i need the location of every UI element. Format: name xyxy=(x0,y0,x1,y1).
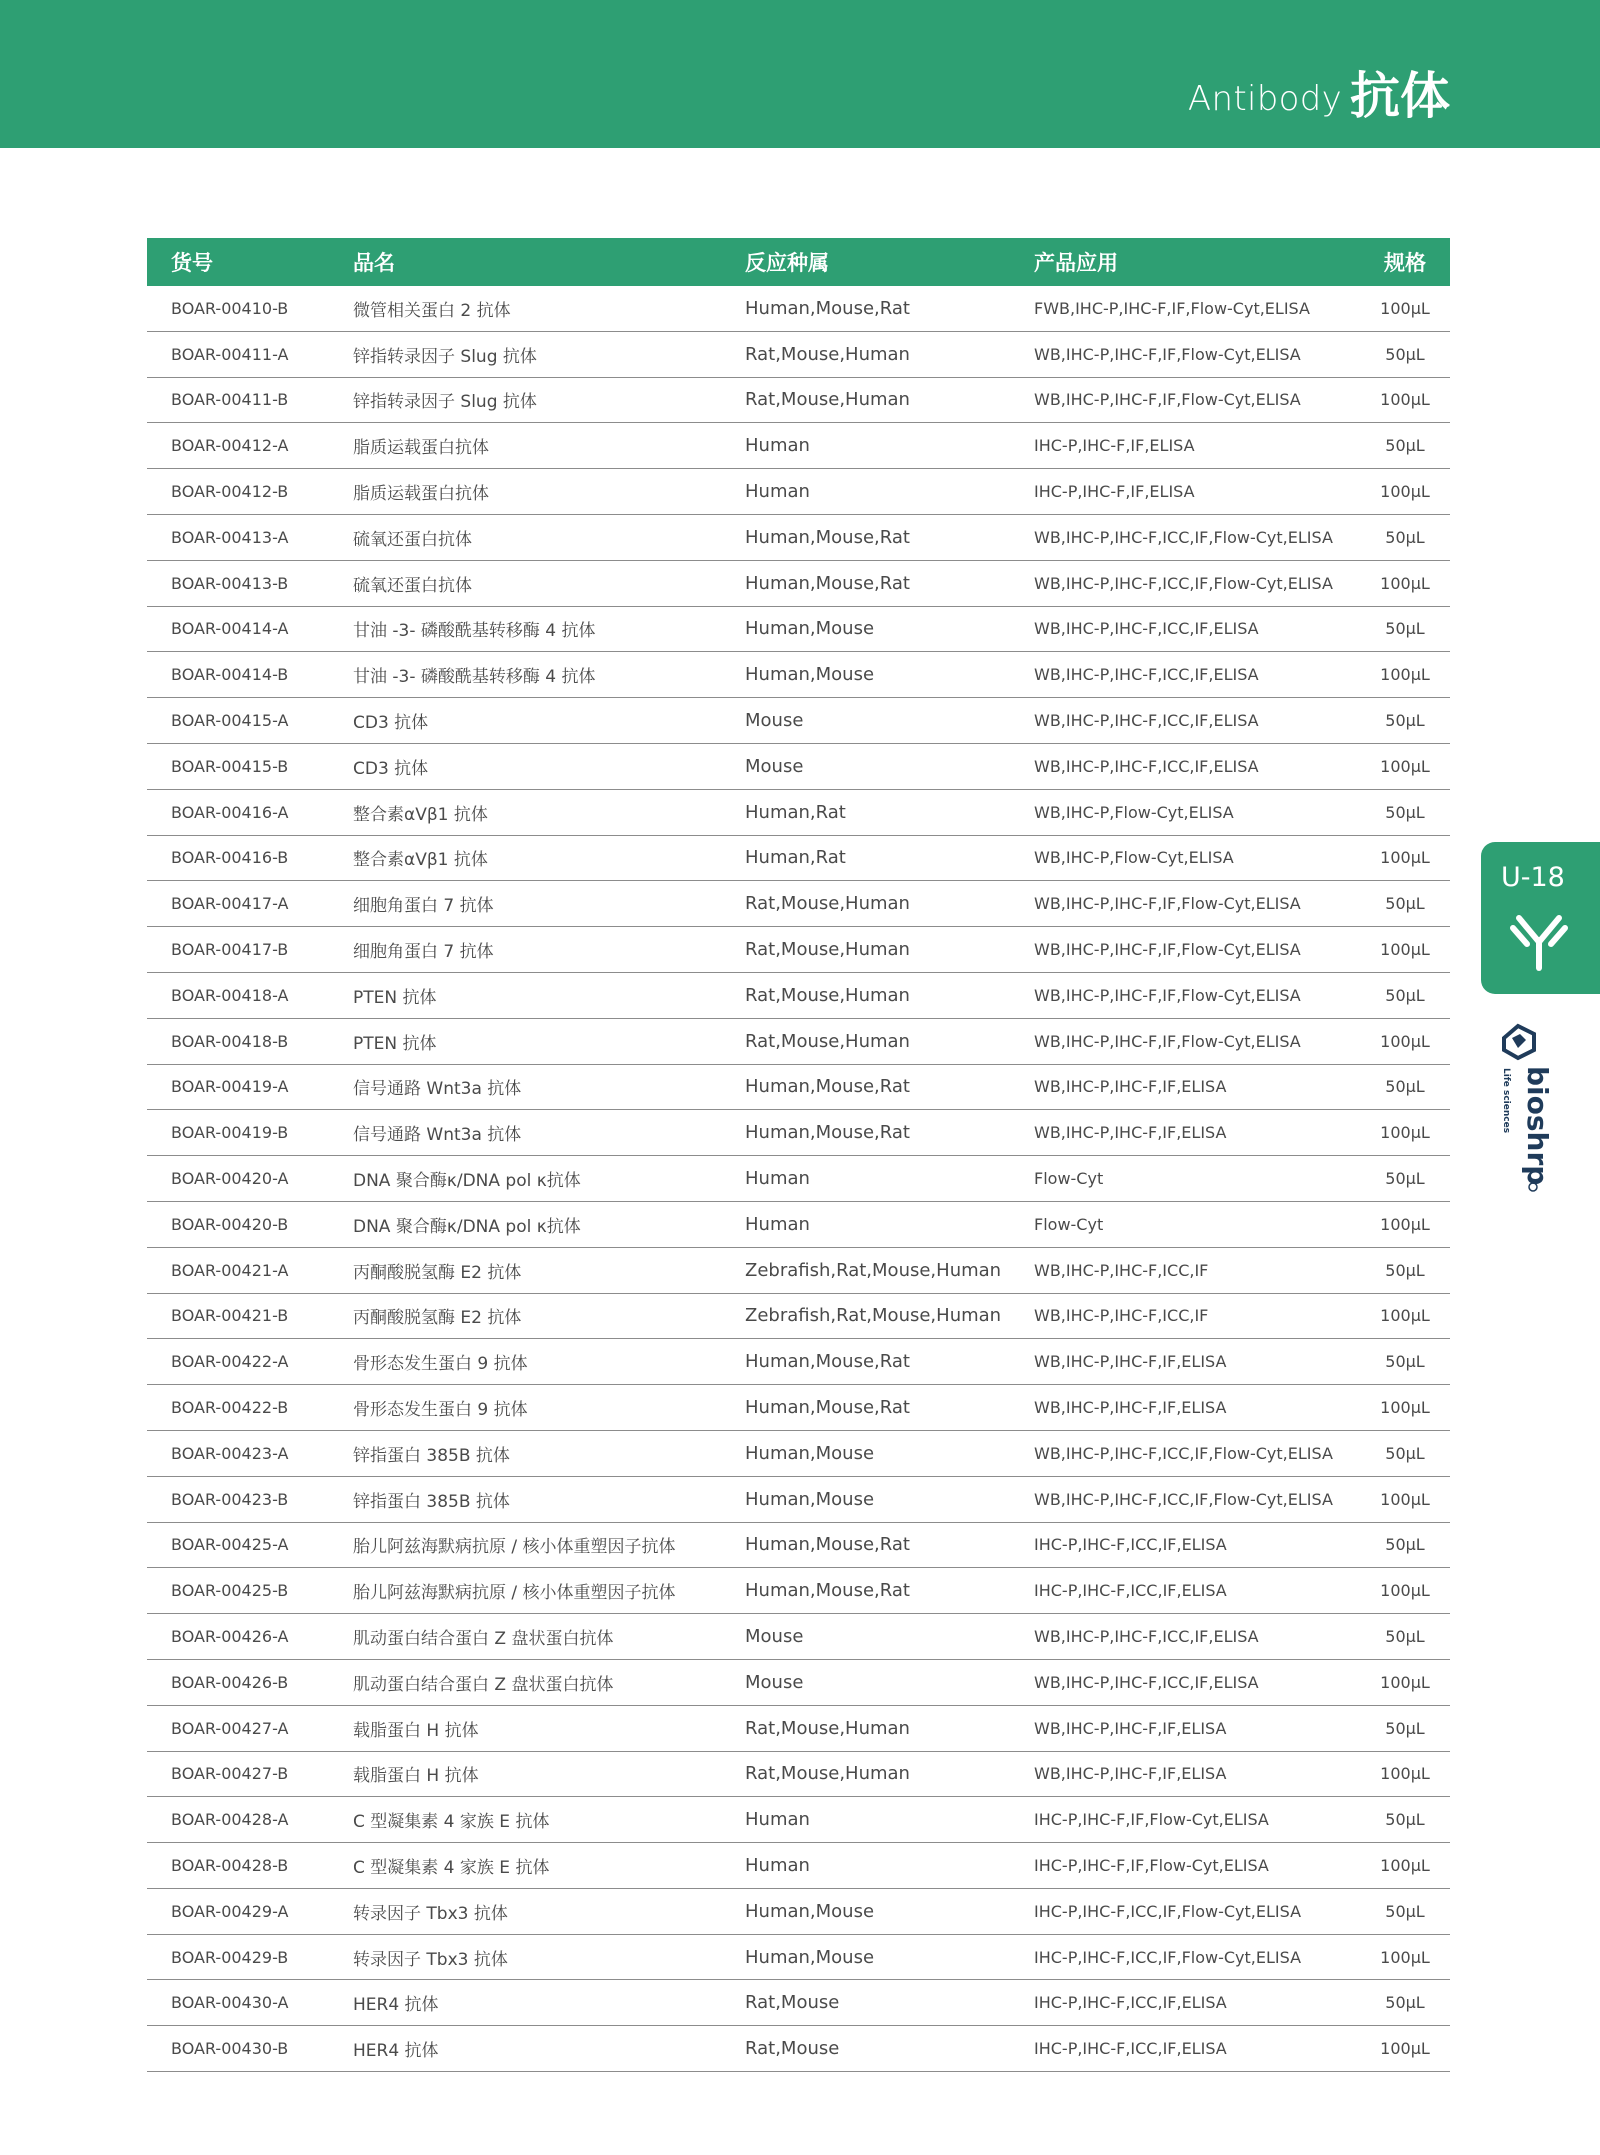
table-row xyxy=(147,2026,1450,2072)
cell-reactivity: Rat,Mouse,Human xyxy=(721,377,1017,423)
table-row xyxy=(147,560,1450,606)
table-row xyxy=(147,331,1450,377)
cell-reactivity: Human xyxy=(721,469,1017,515)
cell-reactivity: Zebrafish,Rat,Mouse,Human xyxy=(721,1293,1017,1339)
cell-reactivity: Mouse xyxy=(721,698,1017,744)
cell-product-name: 细胞角蛋白 7 抗体 xyxy=(329,927,721,973)
cell-spec: 50μL xyxy=(1360,331,1450,377)
cell-product-name: 细胞角蛋白 7 抗体 xyxy=(329,881,721,927)
cell-catalog-number: BOAR-00418-B xyxy=(147,1018,329,1064)
table-row xyxy=(147,1568,1450,1614)
cell-catalog-number: BOAR-00414-A xyxy=(147,606,329,652)
cell-application: IHC-P,IHC-F,ICC,IF,ELISA xyxy=(1017,2026,1360,2072)
table-row xyxy=(147,1705,1450,1751)
table-row xyxy=(147,514,1450,560)
cell-reactivity: Mouse xyxy=(721,1659,1017,1705)
cell-spec: 100μL xyxy=(1360,1751,1450,1797)
table-body xyxy=(147,286,1450,2072)
cell-application: IHC-P,IHC-F,ICC,IF,ELISA xyxy=(1017,1522,1360,1568)
cell-reactivity: Mouse xyxy=(721,743,1017,789)
header-application: 产品应用 xyxy=(1017,238,1360,286)
cell-catalog-number: BOAR-00429-A xyxy=(147,1888,329,1934)
cell-spec: 100μL xyxy=(1360,652,1450,698)
cell-spec: 50μL xyxy=(1360,1156,1450,1202)
cell-reactivity: Human,Rat xyxy=(721,835,1017,881)
table-row xyxy=(147,1476,1450,1522)
cell-spec: 100μL xyxy=(1360,1110,1450,1156)
cell-application: WB,IHC-P,IHC-F,IF,Flow-Cyt,ELISA xyxy=(1017,331,1360,377)
table-row xyxy=(147,1934,1450,1980)
product-table xyxy=(147,238,1450,2072)
cell-product-name: 脂质运载蛋白抗体 xyxy=(329,469,721,515)
cell-catalog-number: BOAR-00416-A xyxy=(147,789,329,835)
cell-application: WB,IHC-P,IHC-F,ICC,IF,Flow-Cyt,ELISA xyxy=(1017,560,1360,606)
cell-product-name: 甘油 -3- 磷酸酰基转移酶 4 抗体 xyxy=(329,606,721,652)
cell-spec: 50μL xyxy=(1360,698,1450,744)
cell-product-name: 锌指蛋白 385B 抗体 xyxy=(329,1476,721,1522)
cell-catalog-number: BOAR-00427-A xyxy=(147,1705,329,1751)
table-row xyxy=(147,1430,1450,1476)
table-row xyxy=(147,927,1450,973)
cell-catalog-number: BOAR-00413-A xyxy=(147,514,329,560)
cell-reactivity: Rat,Mouse,Human xyxy=(721,331,1017,377)
cell-catalog-number: BOAR-00428-A xyxy=(147,1797,329,1843)
cell-reactivity: Human,Mouse,Rat xyxy=(721,560,1017,606)
cell-product-name: 载脂蛋白 H 抗体 xyxy=(329,1751,721,1797)
cell-spec: 50μL xyxy=(1360,1522,1450,1568)
cell-spec: 100μL xyxy=(1360,2026,1450,2072)
cell-application: WB,IHC-P,IHC-F,IF,Flow-Cyt,ELISA xyxy=(1017,972,1360,1018)
cell-reactivity: Human,Mouse,Rat xyxy=(721,1568,1017,1614)
cell-catalog-number: BOAR-00421-A xyxy=(147,1247,329,1293)
cell-reactivity: Human,Mouse,Rat xyxy=(721,286,1017,331)
table-row xyxy=(147,1522,1450,1568)
cell-application: IHC-P,IHC-F,IF,Flow-Cyt,ELISA xyxy=(1017,1843,1360,1889)
cell-product-name: C 型凝集素 4 家族 E 抗体 xyxy=(329,1797,721,1843)
cell-application: WB,IHC-P,IHC-F,ICC,IF,ELISA xyxy=(1017,698,1360,744)
cell-product-name: DNA 聚合酶κ/DNA pol κ抗体 xyxy=(329,1156,721,1202)
table-row xyxy=(147,1751,1450,1797)
cell-spec: 50μL xyxy=(1360,423,1450,469)
cell-catalog-number: BOAR-00411-B xyxy=(147,377,329,423)
cell-reactivity: Human,Mouse xyxy=(721,1430,1017,1476)
cell-catalog-number: BOAR-00417-A xyxy=(147,881,329,927)
cell-spec: 50μL xyxy=(1360,1614,1450,1660)
header-catalog-number: 货号 xyxy=(147,238,329,286)
cell-catalog-number: BOAR-00430-B xyxy=(147,2026,329,2072)
cell-spec: 100μL xyxy=(1360,1934,1450,1980)
cell-spec: 50μL xyxy=(1360,1797,1450,1843)
table-row xyxy=(147,1659,1450,1705)
cell-reactivity: Human xyxy=(721,1156,1017,1202)
cell-product-name: 信号通路 Wnt3a 抗体 xyxy=(329,1064,721,1110)
cell-product-name: HER4 抗体 xyxy=(329,2026,721,2072)
cell-product-name: 微管相关蛋白 2 抗体 xyxy=(329,286,721,331)
cell-product-name: PTEN 抗体 xyxy=(329,972,721,1018)
cell-product-name: 胎儿阿兹海默病抗原 / 核小体重塑因子抗体 xyxy=(329,1522,721,1568)
cell-reactivity: Human,Mouse xyxy=(721,1476,1017,1522)
cell-reactivity: Human,Mouse,Rat xyxy=(721,514,1017,560)
cell-reactivity: Rat,Mouse,Human xyxy=(721,972,1017,1018)
table-row xyxy=(147,1064,1450,1110)
logo-tagline: Life sciences xyxy=(1501,1068,1511,1134)
cell-product-name: 骨形态发生蛋白 9 抗体 xyxy=(329,1385,721,1431)
cell-reactivity: Human xyxy=(721,1201,1017,1247)
cell-catalog-number: BOAR-00420-B xyxy=(147,1201,329,1247)
cell-product-name: 整合素αVβ1 抗体 xyxy=(329,835,721,881)
cell-reactivity: Human,Mouse,Rat xyxy=(721,1522,1017,1568)
cell-product-name: 丙酮酸脱氢酶 E2 抗体 xyxy=(329,1293,721,1339)
cell-catalog-number: BOAR-00420-A xyxy=(147,1156,329,1202)
cell-application: WB,IHC-P,IHC-F,IF,Flow-Cyt,ELISA xyxy=(1017,927,1360,973)
cell-catalog-number: BOAR-00412-A xyxy=(147,423,329,469)
cell-product-name: 转录因子 Tbx3 抗体 xyxy=(329,1934,721,1980)
cell-product-name: CD3 抗体 xyxy=(329,743,721,789)
cell-reactivity: Human,Mouse xyxy=(721,652,1017,698)
cell-application: WB,IHC-P,IHC-F,IF,ELISA xyxy=(1017,1385,1360,1431)
table-row xyxy=(147,789,1450,835)
cell-product-name: C 型凝集素 4 家族 E 抗体 xyxy=(329,1843,721,1889)
table-row xyxy=(147,1156,1450,1202)
table-row xyxy=(147,698,1450,744)
cell-catalog-number: BOAR-00419-A xyxy=(147,1064,329,1110)
cell-catalog-number: BOAR-00416-B xyxy=(147,835,329,881)
table-row xyxy=(147,1018,1450,1064)
cell-spec: 100μL xyxy=(1360,927,1450,973)
cell-reactivity: Rat,Mouse,Human xyxy=(721,1705,1017,1751)
cell-spec: 100μL xyxy=(1360,1293,1450,1339)
cell-application: WB,IHC-P,IHC-F,IF,ELISA xyxy=(1017,1339,1360,1385)
cell-reactivity: Human,Mouse,Rat xyxy=(721,1110,1017,1156)
cell-reactivity: Human xyxy=(721,1797,1017,1843)
cell-application: WB,IHC-P,IHC-F,IF,Flow-Cyt,ELISA xyxy=(1017,377,1360,423)
cell-spec: 100μL xyxy=(1360,1843,1450,1889)
cell-product-name: 甘油 -3- 磷酸酰基转移酶 4 抗体 xyxy=(329,652,721,698)
cell-product-name: 肌动蛋白结合蛋白 Z 盘状蛋白抗体 xyxy=(329,1659,721,1705)
cell-spec: 100μL xyxy=(1360,1659,1450,1705)
cell-application: WB,IHC-P,IHC-F,IF,ELISA xyxy=(1017,1705,1360,1751)
cell-catalog-number: BOAR-00422-A xyxy=(147,1339,329,1385)
cell-catalog-number: BOAR-00426-B xyxy=(147,1659,329,1705)
cell-application: IHC-P,IHC-F,ICC,IF,ELISA xyxy=(1017,1568,1360,1614)
cell-application: WB,IHC-P,IHC-F,IF,ELISA xyxy=(1017,1110,1360,1156)
cell-application: WB,IHC-P,IHC-F,ICC,IF,Flow-Cyt,ELISA xyxy=(1017,514,1360,560)
table-row xyxy=(147,286,1450,331)
antibody-y-icon xyxy=(1507,908,1571,972)
cell-spec: 50μL xyxy=(1360,789,1450,835)
cell-application: IHC-P,IHC-F,ICC,IF,Flow-Cyt,ELISA xyxy=(1017,1934,1360,1980)
cell-reactivity: Rat,Mouse,Human xyxy=(721,927,1017,973)
cell-catalog-number: BOAR-00421-B xyxy=(147,1293,329,1339)
cell-spec: 50μL xyxy=(1360,1339,1450,1385)
table-row xyxy=(147,1797,1450,1843)
cell-reactivity: Rat,Mouse,Human xyxy=(721,881,1017,927)
cell-product-name: 脂质运载蛋白抗体 xyxy=(329,423,721,469)
cell-reactivity: Rat,Mouse xyxy=(721,2026,1017,2072)
cell-spec: 100μL xyxy=(1360,1568,1450,1614)
cell-product-name: HER4 抗体 xyxy=(329,1980,721,2026)
cell-spec: 50μL xyxy=(1360,1705,1450,1751)
header-product-name: 品名 xyxy=(329,238,721,286)
brand-logo xyxy=(1500,1024,1554,1199)
cell-product-name: 整合素αVβ1 抗体 xyxy=(329,789,721,835)
table-row xyxy=(147,377,1450,423)
cell-reactivity: Rat,Mouse,Human xyxy=(721,1751,1017,1797)
cell-spec: 50μL xyxy=(1360,1888,1450,1934)
cell-reactivity: Human,Rat xyxy=(721,789,1017,835)
cell-catalog-number: BOAR-00423-A xyxy=(147,1430,329,1476)
table-row xyxy=(147,1110,1450,1156)
cell-spec: 50μL xyxy=(1360,514,1450,560)
logo-mark-icon xyxy=(1504,1026,1534,1058)
cell-product-name: 骨形态发生蛋白 9 抗体 xyxy=(329,1339,721,1385)
page-title-en: Antibody xyxy=(1187,79,1342,119)
cell-product-name: PTEN 抗体 xyxy=(329,1018,721,1064)
cell-reactivity: Human,Mouse,Rat xyxy=(721,1339,1017,1385)
cell-application: WB,IHC-P,IHC-F,ICC,IF,ELISA xyxy=(1017,606,1360,652)
cell-catalog-number: BOAR-00422-B xyxy=(147,1385,329,1431)
cell-catalog-number: BOAR-00430-A xyxy=(147,1980,329,2026)
cell-application: FWB,IHC-P,IHC-F,IF,Flow-Cyt,ELISA xyxy=(1017,286,1360,331)
cell-application: WB,IHC-P,Flow-Cyt,ELISA xyxy=(1017,789,1360,835)
cell-application: IHC-P,IHC-F,IF,Flow-Cyt,ELISA xyxy=(1017,1797,1360,1843)
cell-spec: 50μL xyxy=(1360,1980,1450,2026)
cell-application: WB,IHC-P,IHC-F,ICC,IF xyxy=(1017,1247,1360,1293)
cell-reactivity: Human,Mouse xyxy=(721,1888,1017,1934)
cell-catalog-number: BOAR-00417-B xyxy=(147,927,329,973)
cell-application: WB,IHC-P,IHC-F,ICC,IF,ELISA xyxy=(1017,1659,1360,1705)
cell-product-name: 硫氧还蛋白抗体 xyxy=(329,514,721,560)
table-row xyxy=(147,1247,1450,1293)
cell-catalog-number: BOAR-00419-B xyxy=(147,1110,329,1156)
cell-catalog-number: BOAR-00429-B xyxy=(147,1934,329,1980)
cell-spec: 100μL xyxy=(1360,743,1450,789)
cell-application: WB,IHC-P,IHC-F,ICC,IF xyxy=(1017,1293,1360,1339)
cell-spec: 100μL xyxy=(1360,835,1450,881)
cell-application: IHC-P,IHC-F,IF,ELISA xyxy=(1017,469,1360,515)
cell-product-name: 锌指转录因子 Slug 抗体 xyxy=(329,377,721,423)
cell-application: IHC-P,IHC-F,ICC,IF,Flow-Cyt,ELISA xyxy=(1017,1888,1360,1934)
table-header-row xyxy=(147,238,1450,286)
cell-spec: 50μL xyxy=(1360,972,1450,1018)
cell-catalog-number: BOAR-00425-A xyxy=(147,1522,329,1568)
cell-reactivity: Rat,Mouse,Human xyxy=(721,1018,1017,1064)
table-row xyxy=(147,881,1450,927)
cell-reactivity: Rat,Mouse xyxy=(721,1980,1017,2026)
cell-reactivity: Human,Mouse xyxy=(721,1934,1017,1980)
cell-catalog-number: BOAR-00425-B xyxy=(147,1568,329,1614)
cell-catalog-number: BOAR-00411-A xyxy=(147,331,329,377)
cell-spec: 100μL xyxy=(1360,469,1450,515)
cell-reactivity: Human,Mouse xyxy=(721,606,1017,652)
cell-catalog-number: BOAR-00418-A xyxy=(147,972,329,1018)
table-row xyxy=(147,1293,1450,1339)
cell-product-name: 信号通路 Wnt3a 抗体 xyxy=(329,1110,721,1156)
cell-catalog-number: BOAR-00410-B xyxy=(147,286,329,331)
cell-product-name: 转录因子 Tbx3 抗体 xyxy=(329,1888,721,1934)
cell-application: WB,IHC-P,IHC-F,IF,ELISA xyxy=(1017,1751,1360,1797)
cell-application: WB,IHC-P,IHC-F,IF,ELISA xyxy=(1017,1064,1360,1110)
cell-product-name: 肌动蛋白结合蛋白 Z 盘状蛋白抗体 xyxy=(329,1614,721,1660)
cell-product-name: 胎儿阿兹海默病抗原 / 核小体重塑因子抗体 xyxy=(329,1568,721,1614)
table-row xyxy=(147,1614,1450,1660)
cell-catalog-number: BOAR-00413-B xyxy=(147,560,329,606)
table-row xyxy=(147,423,1450,469)
cell-catalog-number: BOAR-00412-B xyxy=(147,469,329,515)
cell-spec: 50μL xyxy=(1360,1430,1450,1476)
cell-product-name: CD3 抗体 xyxy=(329,698,721,744)
cell-spec: 50μL xyxy=(1360,1064,1450,1110)
cell-reactivity: Mouse xyxy=(721,1614,1017,1660)
page-title-cn: 抗体 xyxy=(1350,67,1450,125)
cell-application: IHC-P,IHC-F,IF,ELISA xyxy=(1017,423,1360,469)
cell-reactivity: Human,Mouse,Rat xyxy=(721,1385,1017,1431)
cell-product-name: 载脂蛋白 H 抗体 xyxy=(329,1705,721,1751)
table-row xyxy=(147,835,1450,881)
table-row xyxy=(147,469,1450,515)
logo-wordmark: bioshrp xyxy=(1521,1066,1554,1186)
cell-spec: 50μL xyxy=(1360,606,1450,652)
cell-application: WB,IHC-P,IHC-F,IF,Flow-Cyt,ELISA xyxy=(1017,1018,1360,1064)
cell-product-name: DNA 聚合酶κ/DNA pol κ抗体 xyxy=(329,1201,721,1247)
cell-spec: 100μL xyxy=(1360,1018,1450,1064)
cell-application: WB,IHC-P,IHC-F,ICC,IF,ELISA xyxy=(1017,743,1360,789)
cell-reactivity: Zebrafish,Rat,Mouse,Human xyxy=(721,1247,1017,1293)
cell-spec: 100μL xyxy=(1360,286,1450,331)
cell-application: WB,IHC-P,IHC-F,ICC,IF,Flow-Cyt,ELISA xyxy=(1017,1430,1360,1476)
cell-product-name: 硫氧还蛋白抗体 xyxy=(329,560,721,606)
table-row xyxy=(147,1339,1450,1385)
cell-catalog-number: BOAR-00423-B xyxy=(147,1476,329,1522)
cell-product-name: 丙酮酸脱氢酶 E2 抗体 xyxy=(329,1247,721,1293)
cell-catalog-number: BOAR-00426-A xyxy=(147,1614,329,1660)
cell-application: IHC-P,IHC-F,ICC,IF,ELISA xyxy=(1017,1980,1360,2026)
section-tab xyxy=(1481,842,1600,994)
cell-application: Flow-Cyt xyxy=(1017,1156,1360,1202)
table-row xyxy=(147,972,1450,1018)
cell-catalog-number: BOAR-00414-B xyxy=(147,652,329,698)
cell-spec: 100μL xyxy=(1360,560,1450,606)
cell-catalog-number: BOAR-00415-A xyxy=(147,698,329,744)
table-row xyxy=(147,1843,1450,1889)
table-row xyxy=(147,606,1450,652)
table-row xyxy=(147,1980,1450,2026)
table-row xyxy=(147,1201,1450,1247)
header-spec: 规格 xyxy=(1360,238,1450,286)
cell-reactivity: Human xyxy=(721,423,1017,469)
cell-catalog-number: BOAR-00415-B xyxy=(147,743,329,789)
cell-application: WB,IHC-P,IHC-F,ICC,IF,ELISA xyxy=(1017,1614,1360,1660)
cell-product-name: 锌指蛋白 385B 抗体 xyxy=(329,1430,721,1476)
cell-product-name: 锌指转录因子 Slug 抗体 xyxy=(329,331,721,377)
section-code: U-18 xyxy=(1501,862,1565,893)
cell-spec: 100μL xyxy=(1360,1201,1450,1247)
cell-spec: 100μL xyxy=(1360,377,1450,423)
cell-spec: 50μL xyxy=(1360,1247,1450,1293)
cell-catalog-number: BOAR-00427-B xyxy=(147,1751,329,1797)
cell-application: WB,IHC-P,IHC-F,ICC,IF,Flow-Cyt,ELISA xyxy=(1017,1476,1360,1522)
cell-application: WB,IHC-P,IHC-F,ICC,IF,ELISA xyxy=(1017,652,1360,698)
cell-spec: 100μL xyxy=(1360,1385,1450,1431)
page-title xyxy=(1188,56,1450,128)
cell-application: Flow-Cyt xyxy=(1017,1201,1360,1247)
table-row xyxy=(147,652,1450,698)
cell-spec: 100μL xyxy=(1360,1476,1450,1522)
cell-reactivity: Human,Mouse,Rat xyxy=(721,1064,1017,1110)
cell-catalog-number: BOAR-00428-B xyxy=(147,1843,329,1889)
cell-application: WB,IHC-P,Flow-Cyt,ELISA xyxy=(1017,835,1360,881)
table-row xyxy=(147,1888,1450,1934)
cell-application: WB,IHC-P,IHC-F,IF,Flow-Cyt,ELISA xyxy=(1017,881,1360,927)
cell-reactivity: Human xyxy=(721,1843,1017,1889)
table-row xyxy=(147,1385,1450,1431)
header-reactivity: 反应种属 xyxy=(721,238,1017,286)
cell-spec: 50μL xyxy=(1360,881,1450,927)
table-row xyxy=(147,743,1450,789)
